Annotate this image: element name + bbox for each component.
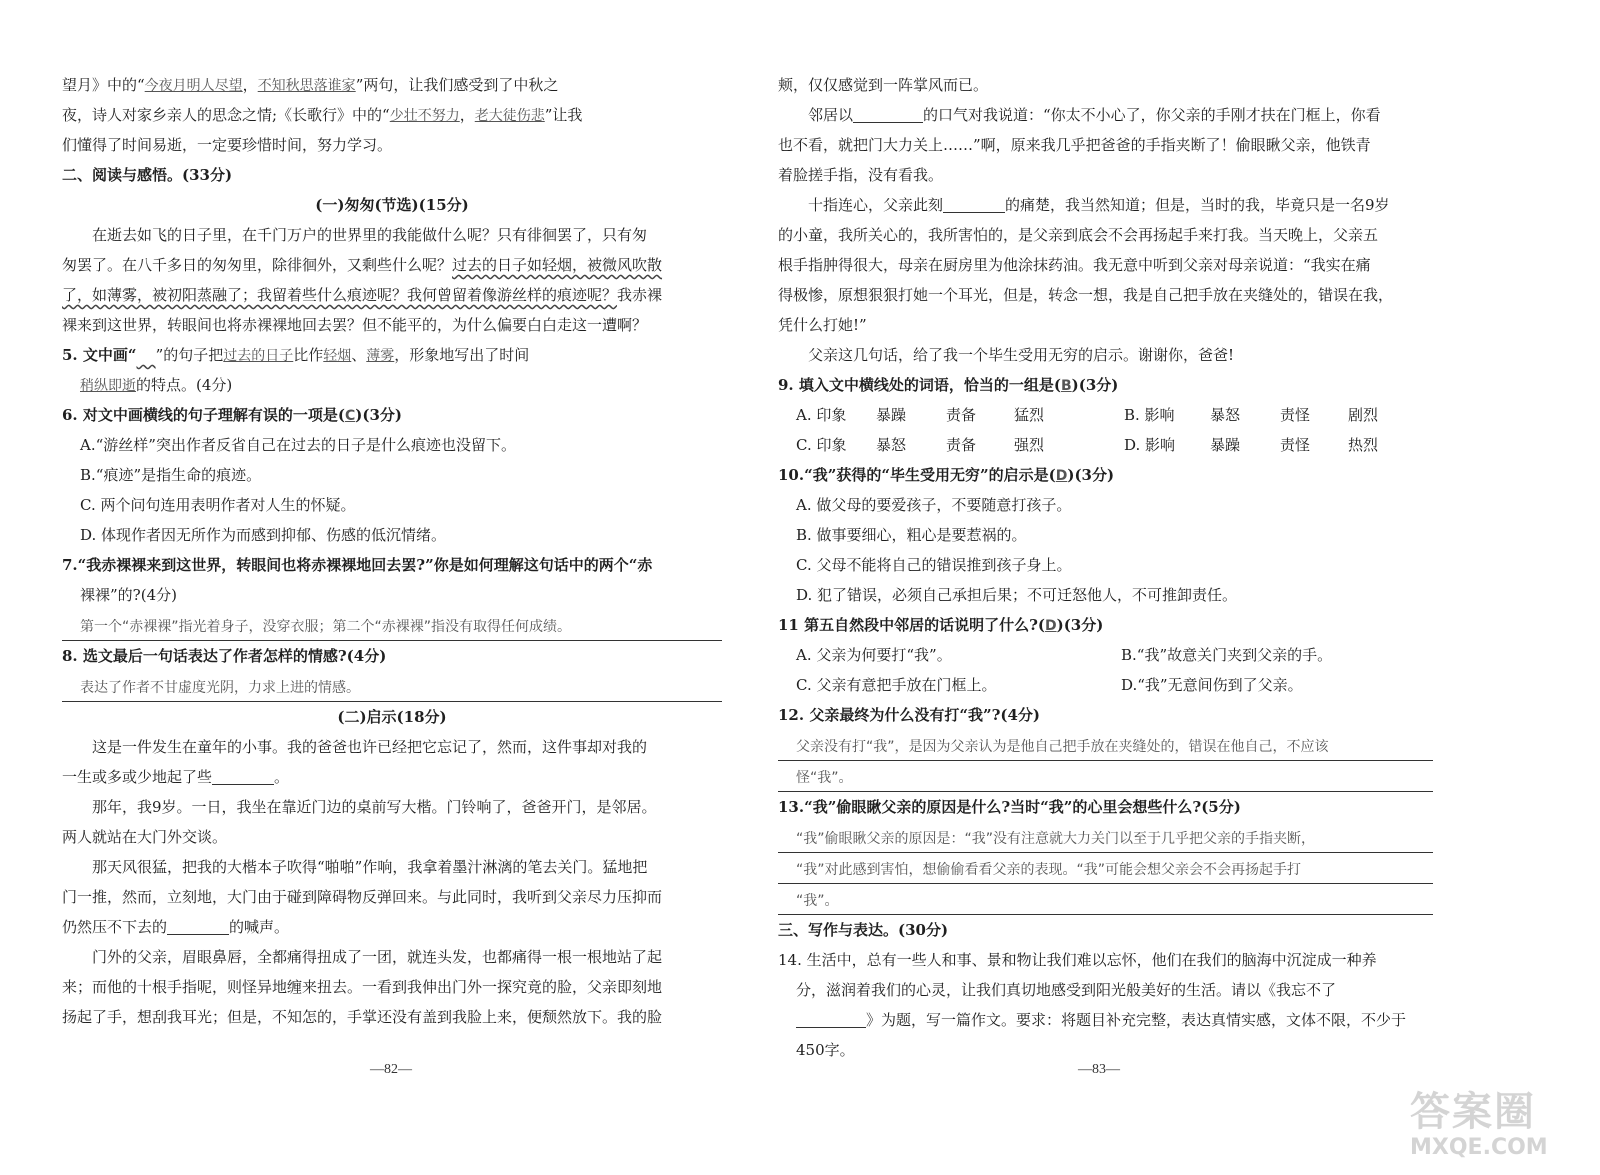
watermark-logo (1410, 1090, 1590, 1170)
text: 的痛楚，我当然知道；但是，当时的我，毕竟只是一名9岁 (1005, 196, 1390, 214)
question-14: 14. 生活中，总有一些人和事、景和物让我们难以忘怀，他们在我们的脑海中沉淀成一种养 (778, 951, 1377, 969)
passage-line: 着脸搓手指，没有看我。 (778, 166, 944, 184)
wavy-mark (137, 346, 156, 364)
text: 匆罢了。在八千多日的匆匆里，除徘徊外，又剩些什么呢？ (62, 256, 453, 274)
text: 望月》中的“ (62, 76, 145, 94)
option: D. 体现作者因无所作为而感到抑郁、伤感的低沉情绪。 (80, 526, 447, 544)
question-7-cont: 裸裸”的?(4分) (80, 586, 177, 604)
fill-line (62, 70, 722, 100)
text: 十指连心，父亲此刻 (808, 196, 944, 214)
text: 、 (351, 346, 367, 364)
passage-line: 的小童，我所关心的，我所害怕的，是父亲到底会不会再扬起手来打我。当天晚上，父亲五 (778, 226, 1379, 244)
passage-line: 裸来到这世界，转眼间也将赤裸裸地回去罢？但不能平的，为什么偏要白白走这一遭啊？ (62, 316, 648, 334)
text: )(3分) (1071, 376, 1119, 394)
question-8: 8. 选文最后一句话表达了作者怎样的情感?(4分) (62, 647, 387, 665)
passage-line (778, 190, 1433, 220)
section-heading: 二、阅读与感悟。(33分) (62, 166, 233, 184)
passage-line: 门外的父亲，眉眼鼻唇，全都痛得扭成了一团，就连头发，也都痛得一根一根地站了起 (92, 948, 663, 966)
option: A. 做父母的要爱孩子，不要随意打孩子。 (796, 496, 1072, 514)
passage-line: 扬起了手，想刮我耳光；但是，不知怎的，手掌还没有盖到我脸上来，便颓然放下。我的脸 (62, 1008, 663, 1026)
option: 责备 (946, 436, 977, 454)
option: 猛烈 (1014, 406, 1045, 424)
passage-line: 在逝去如飞的日子里，在千门万户的世界里的我能做什么呢？只有徘徊罢了，只有匆 (92, 226, 648, 244)
text: )(3分) (1067, 466, 1115, 484)
answer-text: 薄雾 (366, 348, 395, 364)
question-14-cont (778, 1005, 1433, 1035)
passage-line (778, 100, 1433, 130)
option: 暴躁 (876, 406, 907, 424)
answer-text: 老大徒伤悲 (474, 108, 545, 124)
text: 6. 对文中画横线的句子理解有误的一项是( (62, 406, 345, 424)
question-14-cont: 分，滋润着我们的心灵，让我们真切地感受到阳光般美好的生活。请以《我忘不了 (796, 981, 1337, 999)
page-number: —83— (1078, 1062, 1120, 1077)
text: ”让我 (544, 106, 583, 124)
option-row (778, 670, 1433, 700)
watermark-logo-text: 答案圈 (1410, 1089, 1536, 1135)
option-row (778, 430, 1433, 460)
text: 》为题，写一篇作文。要求：将题目补充完整，表达真情实感，文体不限，不少于 (866, 1011, 1407, 1029)
text: )(3分) (1056, 616, 1104, 634)
question-13: 13.“我”偷眼瞅父亲的原因是什么?当时“我”的心里会想些什么?(5分) (778, 798, 1241, 816)
option: 强烈 (1014, 436, 1045, 454)
option: 责怪 (1280, 436, 1311, 454)
option-row (778, 400, 1433, 430)
blank (943, 194, 1005, 213)
answer-line: 表达了作者不甘虚度光阴，力求上进的情感。 (62, 671, 722, 702)
option-row (778, 640, 1433, 670)
question-5-cont (62, 370, 722, 400)
option: D. 犯了错误，必须自己承担后果；不可迁怒他人，不可推卸责任。 (796, 586, 1238, 604)
question-6 (62, 400, 722, 430)
text: )(3分) (355, 406, 402, 424)
option: C. 父母不能将自己的错误推到孩子身上。 (796, 556, 1072, 574)
passage-line: 得极惨，原想狠狠打她一个耳光，但是，转念一想，我是自己把手放在夹缝处的，错误在我， (778, 286, 1394, 304)
answer-line: “我”。 (778, 884, 1433, 915)
blank (796, 1009, 866, 1028)
fill-line (62, 100, 722, 130)
question-14-cont: 450字。 (796, 1041, 855, 1059)
text: 的喊声。 (229, 918, 290, 936)
text: 仍然压不下去的 (62, 918, 168, 936)
option: 剧烈 (1348, 406, 1379, 424)
blank (212, 766, 274, 785)
blank (167, 916, 229, 935)
option: A.“游丝样”突出作者反省自己在过去的日子是什么痕迹也没留下。 (80, 436, 516, 454)
text: ， (242, 76, 258, 94)
passage-line (62, 762, 722, 792)
option: 暴怒 (876, 436, 907, 454)
question-10 (778, 460, 1433, 490)
option: 热烈 (1348, 436, 1379, 454)
passage-line: 父亲这几句话，给了我一个毕生受用无穷的启示。谢谢你，爸爸! (808, 346, 1235, 364)
passage-line: 来；而他的十根手指呢，则怪异地缠来扭去。一看到我伸出门外一探究竟的脸，父亲即刻地 (62, 978, 663, 996)
text: 9. 填入文中横线处的词语，恰当的一组是( (778, 376, 1061, 394)
question-11 (778, 610, 1433, 640)
question-12: 12. 父亲最终为什么没有打“我”?(4分) (778, 706, 1040, 724)
passage-line: 凭什么打她!” (778, 316, 867, 334)
question-7: 7.“我赤裸裸来到这世界，转眼间也将赤裸裸地回去罢?”你是如何理解这句话中的两个“赤 (62, 556, 653, 574)
text: 5. 文中画“ (62, 346, 137, 364)
option: C. 两个问句连用表明作者对人生的怀疑。 (80, 496, 356, 514)
text: 的特点。(4分) (136, 376, 233, 394)
answer-line: “我”偷眼瞅父亲的原因是：“我”没有注意就大力关门以至于几乎把父亲的手指夹断， (778, 822, 1433, 853)
wavy-underlined-text: 过去的日子如轻烟，被微风吹散 (452, 256, 663, 274)
option: D. 影响 (1124, 436, 1176, 454)
question-9 (778, 370, 1433, 400)
passage-line: 那天风很猛，把我的大楷本子吹得“啪啪”作响，我拿着墨汁淋漓的笔去关门。猛地把 (92, 858, 648, 876)
answer-line: 第一个“赤裸裸”指光着身子，没穿衣服；第二个“赤裸裸”指没有取得任何成绩。 (62, 610, 722, 641)
option: B.“痕迹”是指生命的痕迹。 (80, 466, 262, 484)
answer-line: 怪“我”。 (778, 761, 1433, 792)
passage-line (62, 280, 722, 310)
text: ”的句子把 (155, 346, 224, 364)
blank (853, 104, 923, 123)
answer-text: 少壮不努力 (389, 108, 460, 124)
text: 夜，诗人对家乡亲人的思念之情;《长歌行》中的“ (62, 106, 390, 124)
option: 暴躁 (1210, 436, 1241, 454)
option: B. 做事要细心，粗心是要惹祸的。 (796, 526, 1027, 544)
passage-line: 那年，我9岁。一日，我坐在靠近门边的桌前写大楷。门铃响了，爸爸开门，是邻居。 (92, 798, 657, 816)
text: 邻居以 (808, 106, 854, 124)
section-heading: 三、写作与表达。(30分) (778, 921, 949, 939)
answer-text: 过去的日子 (223, 348, 294, 364)
option: C. 印象 (796, 436, 847, 454)
option: B.“我”故意关门夹到父亲的手。 (1121, 646, 1333, 664)
wavy-underlined-text: 了，如薄雾，被初阳蒸融了；我留着些什么痕迹呢？我何曾留着像游丝样的痕迹呢？ (62, 286, 618, 304)
text: 。 (274, 768, 290, 786)
subsection-heading: (二)启示(18分) (337, 708, 447, 726)
passage-line (62, 250, 722, 280)
text: 一生或多或少地起了些 (62, 768, 213, 786)
answer-text: B (1060, 378, 1072, 394)
passage-line: 颊，仅仅感觉到一阵掌风而已。 (778, 76, 989, 94)
text: 比作 (293, 346, 324, 364)
option: B. 影响 (1124, 406, 1175, 424)
option: 责备 (946, 406, 977, 424)
option: A. 印象 (796, 406, 847, 424)
watermark-site: MXQE.COM (1410, 1135, 1548, 1160)
answer-text: 不知秋思落谁家 (257, 78, 356, 94)
page-number: —82— (370, 1062, 412, 1077)
left-page (62, 70, 722, 1032)
text: 我赤裸 (617, 286, 663, 304)
answer-line: 父亲没有打“我”，是因为父亲认为是他自己把手放在夹缝处的，错误在他自己，不应该 (778, 730, 1433, 761)
answer-text: D (1055, 468, 1068, 484)
option: D.“我”无意间伤到了父亲。 (1121, 676, 1303, 694)
passage-line (62, 912, 722, 942)
option: 暴怒 (1210, 406, 1241, 424)
option: C. 父亲有意把手放在门框上。 (796, 676, 997, 694)
answer-text: D (1044, 618, 1057, 634)
text: 11 第五自然段中邻居的话说明了什么?( (778, 616, 1045, 634)
text: ， (459, 106, 475, 124)
text: 的口气对我说道：“你太不小心了，你父亲的手刚才扶在门框上，你看 (923, 106, 1381, 124)
passage-line: 也不看，就把门大力关上……”啊，原来我几乎把爸爸的手指夹断了！偷眼瞅父亲，他铁青 (778, 136, 1371, 154)
answer-text: 今夜月明人尽望 (144, 78, 243, 94)
answer-text: C (344, 408, 356, 424)
text: ，形象地写出了时间 (394, 346, 530, 364)
answer-line: “我”对此感到害怕，想偷偷看看父亲的表现。“我”可能会想父亲会不会再扬起手打 (778, 853, 1433, 884)
question-5 (62, 340, 722, 370)
text: ”两句，让我们感受到了中秋之 (355, 76, 559, 94)
passage-line: 两人就站在大门外交谈。 (62, 828, 228, 846)
subsection-heading: (一)匆匆(节选)(15分) (315, 196, 469, 214)
option: 责怪 (1280, 406, 1311, 424)
text: 10.“我”获得的“毕生受用无穷”的启示是( (778, 466, 1056, 484)
passage-line: 根手指肿得很大，母亲在厨房里为他涂抹药油。我无意中听到父亲对母亲说道：“我实在痛 (778, 256, 1371, 274)
passage-line: 门一推，然而，立刻地，大门由于碰到障碍物反弹回来。与此同时，我听到父亲尽力压抑而 (62, 888, 663, 906)
answer-text: 轻烟 (323, 348, 352, 364)
text-line: 们懂得了时间易逝，一定要珍惜时间，努力学习。 (62, 136, 393, 154)
passage-line: 这是一件发生在童年的小事。我的爸爸也许已经把它忘记了，然而，这件事却对我的 (92, 738, 648, 756)
option: A. 父亲为何要打“我”。 (796, 646, 952, 664)
right-page (778, 70, 1433, 1065)
answer-text: 稍纵即逝 (80, 378, 136, 394)
